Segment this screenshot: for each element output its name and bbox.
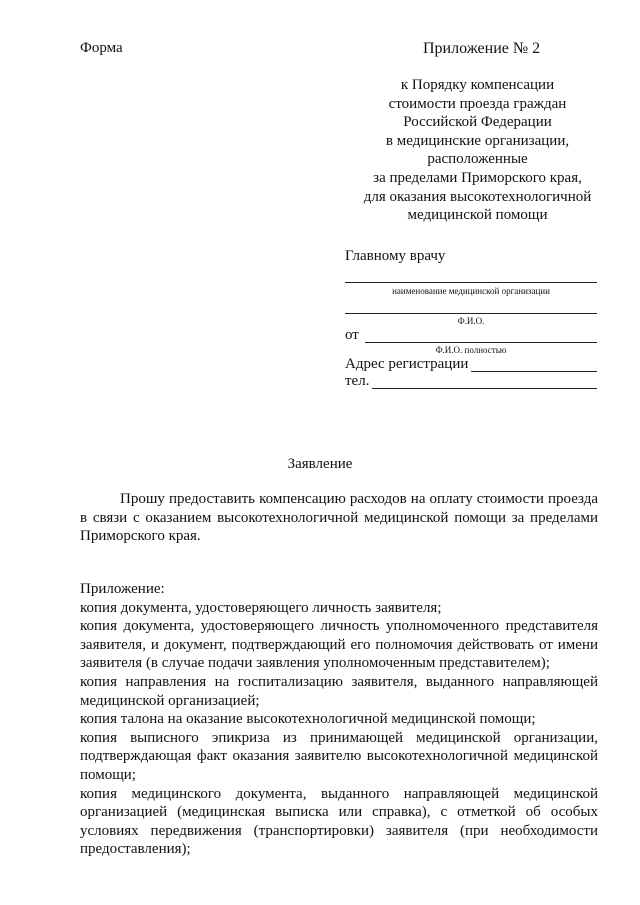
- appendix-line: Российской Федерации: [403, 114, 552, 131]
- appendix-line: стоимости проезда граждан: [388, 95, 567, 112]
- appendix-line: медицинской помощи: [407, 207, 548, 224]
- appendix-line: расположенные: [427, 151, 528, 168]
- form-label: Форма: [80, 40, 123, 56]
- statement-text: Прошу предоставить компенсацию расходов на оплату стоимости проезда в связи с оказанием высокотехнологичной медицинской помощи за пределами Приморского края.: [80, 491, 598, 545]
- list-item: копия медицинского документа, выданного направляющей медицинской организацией (медицинская выписка или справка), с отметкой об особых условиях передвижения (транспортировки) заявителя (при необходимости предоставления);: [80, 785, 598, 858]
- appendix-line: за пределами Приморского края,: [373, 169, 582, 186]
- list-item: копия документа, удостоверяющего личность уполномоченного представителя заявителя, и документ, подтверждающий его полномочия действовать от имени заявителя (в случае подачи заявления уполномоченным представителем);: [80, 618, 598, 672]
- from-label: от: [345, 327, 359, 343]
- caption-fio: Ф.И.О.: [457, 316, 485, 326]
- appendix-reference: [345, 76, 610, 225]
- caption-fio-full: Ф.И.О. полностью: [435, 345, 507, 355]
- address-label: Адрес регистрации: [345, 356, 469, 372]
- statement-title: Заявление: [287, 456, 353, 472]
- from-fio-line: [365, 342, 597, 343]
- appendix-line: к Порядку компенсации: [400, 77, 555, 93]
- phone-line: [372, 388, 597, 389]
- list-item: копия документа, удостоверяющего личность заявителя;: [80, 599, 442, 616]
- org-name-line: [345, 282, 597, 283]
- appendix-line: в медицинские организации,: [385, 132, 570, 149]
- appendix-number: Приложение № 2: [423, 40, 541, 57]
- appendix-line: для оказания высокотехнологичной: [363, 188, 592, 205]
- attachments-heading: Приложение:: [80, 581, 165, 597]
- fio-line: [345, 313, 597, 314]
- phone-label: тел.: [345, 373, 370, 389]
- caption-org-name: наименование медицинской организации: [392, 286, 550, 296]
- attachments-list: [80, 580, 598, 859]
- list-item: копия направления на госпитализацию заявителя, выданного направляющей медицинской организацией;: [80, 673, 598, 709]
- address-line: [471, 371, 597, 372]
- list-item: копия талона на оказание высокотехнологичной медицинской помощи;: [80, 711, 536, 728]
- addressee-to-chief: Главному врачу: [345, 248, 446, 264]
- list-item: копия выписного эпикриза из принимающей медицинской организации, подтверждающая факт оказания заявителю высокотехнологичной медицинской помощи;: [80, 729, 598, 783]
